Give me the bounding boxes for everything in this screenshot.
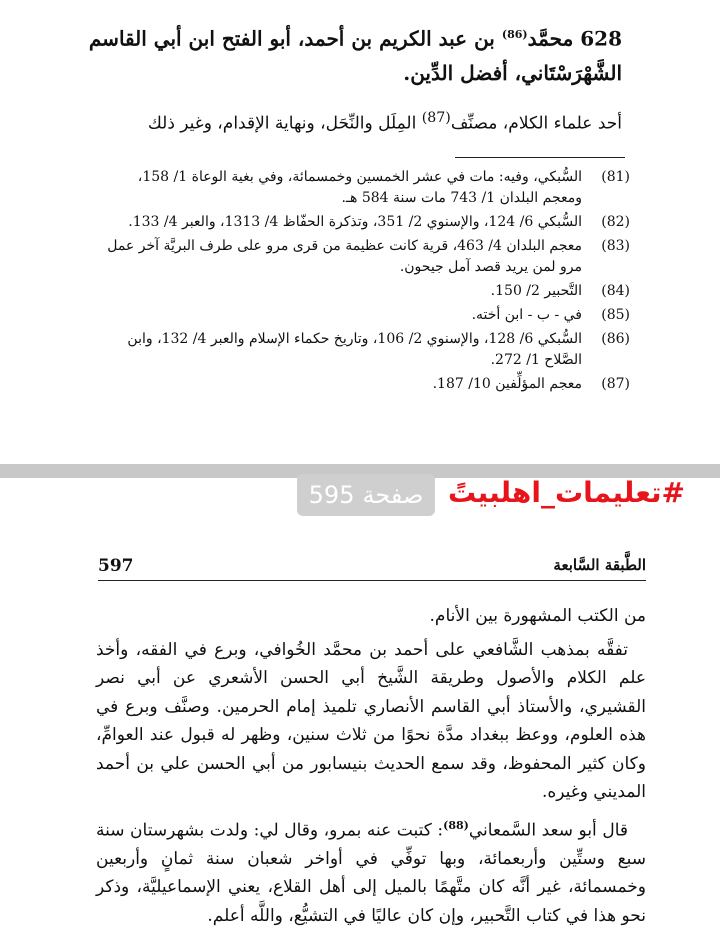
- footnote: [95, 167, 630, 209]
- header-rule: [98, 580, 646, 581]
- footnote-text: معجم البلدان 4/ 463، قرية كانت عظيمة من قرى مرو على طرف البريَّة آخر عمل مرو لمن يريد قصد آمل جيحون.: [107, 238, 582, 275]
- footnote-separator: [455, 157, 625, 158]
- page-number: 597: [98, 556, 134, 576]
- footnote-number: (84): [601, 283, 630, 299]
- page-banner-number: 595: [308, 481, 355, 509]
- footnote-text: في - ب - ابن أخته.: [471, 307, 582, 323]
- entry-number: 628: [580, 26, 622, 51]
- footnote-text: معجم المؤلِّفين 10/ 187.: [432, 376, 582, 392]
- entry-body-text: أحد علماء الكلام، مصنِّف: [450, 113, 622, 134]
- paragraph: من الكتب المشهورة بين الأنام.: [429, 606, 646, 626]
- footnote-number: (81): [601, 169, 630, 185]
- footnote-text: التَّحبير 2/ 150.: [490, 283, 582, 299]
- footnote-text: السُّبكي، وفيه: مات في عشر الخمسين وخمسمائة، وفي بغية الوعاة 1/ 158، ومعجم البلدان 1/ 743 مات سنة 584 هـ.: [137, 169, 582, 206]
- entry-heading: [80, 18, 622, 90]
- footnote-ref-86: (86): [501, 28, 528, 41]
- paragraph: [96, 812, 646, 931]
- footnote-number: (83): [601, 238, 630, 254]
- channel-hashtag: #تعليمات_اهلبيتً: [448, 476, 686, 509]
- footnote: [95, 305, 630, 326]
- footnote: [95, 212, 630, 233]
- paragraph: تفقَّه بمذهب الشَّافعي على أحمد بن محمَّد الخُوافي، وبرع في الفقه، وأخذ علم الكلام والأصول وطريقة الشَّيخ أبي الحسن الأشعري عن أبي نصر القشيري، والأستاذ أبي القاسم الأنصاري تلميذ إمام الحرمين. وصنَّف وبرع في هذه العلوم، ووعظ ببغداد مدَّة نحوًا من ثلاث سنين، وظهر له قبول عند العوامِّ، وكان كثير المحفوظ، وقد سمع الحديث بنيسابور من أبي الحسن علي بن أحمد المديني وغيره.: [96, 639, 646, 802]
- footnote-text: السُّبكي 6/ 128، والإسنوي 2/ 106، وتاريخ حكماء الإسلام والعبر 4/ 132، وابن الصَّلاح 1/ 272.: [127, 331, 582, 368]
- footnote-number: (82): [601, 214, 630, 230]
- lower-page-body: [96, 602, 646, 935]
- footnote-text: السُّبكي 6/ 124، والإسنوي 2/ 351، وتذكرة الحفّاظ 4/ 1313، والعبر 4/ 133.: [128, 214, 582, 230]
- page-word: صفحة: [362, 481, 424, 509]
- footnotes: [95, 167, 630, 398]
- footnote: [95, 236, 630, 278]
- footnote-ref-88: (88): [443, 818, 469, 832]
- footnote: [95, 329, 630, 371]
- upper-page: [0, 0, 720, 464]
- footnote-number: (86): [601, 331, 630, 347]
- entry-description: [60, 104, 622, 138]
- footnote: [95, 281, 630, 302]
- footnote-number: (85): [601, 307, 630, 323]
- entry-body-text-rest: المِلَل والنِّحَل، ونهاية الإقدام، وغير ذلك: [147, 113, 422, 134]
- paragraph-text-rest: : كتبت عنه بمرو، وقال لي: ولدت بشهرستان سنة سبع وستِّين وأربعمائة، وبها توفِّي في أواخر شعبان سنة ثمانٍ وأربعين وخمسمائة، غير أنَّه كان متَّهمًا بالميل إلى أهل القلاع، يعني الإسماعيليَّة، وذكر نحو هذا في كتاب التَّحبير، وإن كان عاليًا في التشيُّع، واللَّه أعلم.: [96, 820, 646, 926]
- footnote: [95, 374, 630, 395]
- page-banner: [297, 474, 435, 516]
- entry-name: محمَّد: [527, 26, 574, 51]
- paragraph-text: قال أبو سعد السَّمعاني: [468, 820, 628, 841]
- footnote-ref-87: (87): [421, 110, 451, 126]
- footnote-number: (87): [601, 376, 630, 392]
- entry-name-rest: بن عبد الكريم بن أحمد، أبو الفتح ابن أبي القاسم الشَّهْرَسْتَاني، أفضل الدِّين.: [88, 26, 622, 85]
- running-title: الطَّبقة السَّابعة: [553, 556, 646, 574]
